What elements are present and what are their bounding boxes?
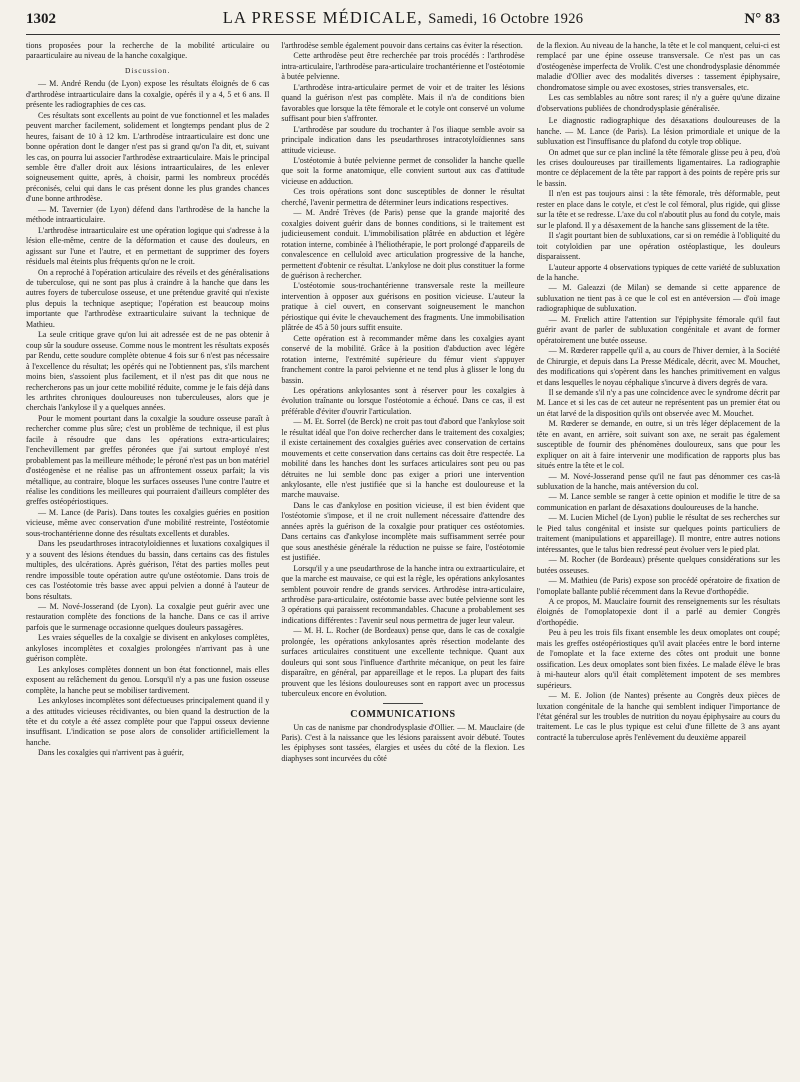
section-divider <box>383 703 423 704</box>
paragraph: — M. Et. Sorrel (de Berck) ne croit pas tout d'abord que l'ankylose soit le résultat idéal que l'on doive rechercher dans le traitement des coxalgies; il existe certainement des coxalgies guéries avec conservation de certains mouvements et cette conservation dans certains cas doit être respectée. La mobilité dans les hanches dont les surfaces articulaires sont peu ou pas détruites ne lui semble donc pas exiger a priori une intervention ankylosante, elle n'est justifiée que si la hanche est douloureuse et la marche mauvaise. <box>281 417 525 500</box>
paragraph: — M. Lance (de Paris). Dans toutes les coxalgies guéries en position vicieuse, même avec conservation d'une mobilité restreinte, l'ostéotomie sous-trochantérienne donne des résultats excellents et durables. <box>26 507 270 538</box>
paragraph: Il n'en est pas toujours ainsi : la tête fémorale, très déformable, peut rester en place dans le cotyle, et c'est le col fémoral, plus rigide, qui glisse sur la tête et se redresse. L'axe du col n'aboutit plus au fond du cotyle, mais sur le plafond. Il y a désaxement de la hanche sans glissement de la tête. <box>536 189 780 230</box>
article-columns <box>26 41 780 1079</box>
paragraph: Ces trois opérations sont donc susceptibles de donner le résultat cherché, l'avenir permettra de déterminer leurs indications respectives. <box>281 187 525 207</box>
column-middle <box>281 41 524 1079</box>
paragraph: l'arthrodèse semble également pouvoir dans certains cas éviter la résection. <box>281 41 523 50</box>
paragraph: Dans les coxalgies qui n'arrivent pas à guérir, <box>38 748 184 758</box>
paragraph: Le diagnostic radiographique des désaxations douloureuses de la hanche. — M. Lance (de Paris). La lésion primordiale et unique de la subluxation est l'insuffisance du plafond du cotyle trop oblique. <box>536 116 780 147</box>
paragraph: Dans le cas d'ankylose en position vicieuse, il est bien évident que l'ostéotomie s'impose, et il ne croit nullement nécessaire d'attendre des années après la guérison de la coxalgie pour pratiquer ces ostéotomies. Dans certains cas d'ankylose incomplète mais suffisamment serrée pour que sous anesthésie générale la réduction ne puisse se faire, l'ostéotomie est justifiée. <box>281 500 525 563</box>
paragraph: Un cas de nanisme par chondrodysplasie d'Ollier. — M. Mauclaire (de Paris). C'est à la naissance que les lésions paraissent avoir débuté. Toutes les épiphyses sont tassées, élargies et usées du côté de la flexion. Les diaphyses sont incurvées du côté <box>281 722 525 763</box>
paragraph: — M. Rœderer rappelle qu'il a, au cours de l'hiver dernier, à la Société de Chirurgie, et depuis dans La Presse Médicale, décrit, avec M. Mouchet, des modifications qui s'opèrent dans les hanches primitivement en valgus et dans lesquelles le noyau céphalique s'incurve à divers degrés de vara. <box>536 346 780 387</box>
paragraph: de la flexion. Au niveau de la hanche, la tête et le col manquent, celui-ci est remplacé par une épine osseuse transversale. Ce n'est pas un cas d'ostéogenèse imperfecta de Vrolik. C'est une chondrodysplasie dénommée maladie d'Ollier avec des modalités diverses : tassement épiphysaire, chondromatose simple ou avec exostoses, stries transversales, etc. <box>536 41 780 92</box>
paragraph: L'arthrodèse par soudure du trochanter à l'os iliaque semble avoir sa principale indication dans les pseudarthroses intracotyloïdiennes sans attitude vicieuse. <box>281 124 525 155</box>
section-heading-communications: COMMUNICATIONS <box>350 708 456 720</box>
paragraph: Les ankyloses complètes donnent un bon état fonctionnel, mais elles exposent au relâchement du genou. Lorsqu'il n'y a pas une fusion osseuse complète, la hanche peut se mobiliser tardivement. <box>26 664 270 695</box>
paragraph: — M. Lance semble se ranger à cette opinion et modifie le titre de sa communication en parlant de désaxations douloureuses de la hanche. <box>536 492 780 512</box>
journal-title <box>223 8 584 28</box>
paragraph: Les ankyloses incomplètes sont défectueuses principalement quand il y a des attitudes vicieuses récidivantes, ou bien quand la destruction de la tête et du cotyle a été assez complète pour que l'appui osseux devienne insuffisant. L'indication se pose alors de consolider artificiellement la hanche. <box>26 696 270 747</box>
journal-name: LA PRESSE MÉDICALE, <box>222 8 423 27</box>
paragraph: L'arthrodèse intra-articulaire permet de voir et de traiter les lésions quand la guérison n'est pas complète. Mais il n'a de conditions bien favorables que lorsque la tête fémorale et le cotyle ont conservé un volume suffisant pour bien s'affronter. <box>281 82 525 124</box>
paragraph: M. Rœderer se demande, en outre, si un très léger déplacement de la tête en avant, en arrière, soit suivant son axe, ne serait pas également susceptible de fournir des phénomènes douloureux, sans que pour les expliquer on ait à faire intervenir une modification de rapports plus bas situés entre la tête et le col. <box>536 419 780 471</box>
paragraph: Il se demande s'il n'y a pas une coïncidence avec le syndrome décrit par M. Lance et si les cas de cet auteur ne représentent pas un premier état ou un état larvé de la disposition qu'ils ont observée avec M. Mouchet. <box>536 387 780 418</box>
paragraph: Ces résultats sont excellents au point de vue fonctionnel et les malades peuvent marcher facilement, solidement et longtemps pendant plus de 2 heures, faisant de 10 à 12 km. L'arthrodèse intraarticulaire est donc une bonne opération dont le danger n'est pas si grand qu'on l'a dit, et, suivant les cas, on pourra lui associer l'arthrodèse extraarticulaire. Mais le principal semble être d'aller droit aux lésions intraarticulaires, de les enlever soigneusement quitte, après, à choisir, parmi les nombreux procédés préconisés, celui qui dans le cas présent donne les plus grandes chances d'une bonne arthrodèse. <box>26 110 270 204</box>
paragraph: — M. André Rendu (de Lyon) expose les résultats éloignés de 6 cas d'arthrodèse intraarticulaire dans la coxalgie, opérés il y a 4, 5 et 6 ans. Il présente les radiographies de ces cas. <box>26 79 270 110</box>
issue-number: N° 83 <box>744 11 780 27</box>
paragraph: Pour le moment pourtant dans la coxalgie la soudure osseuse paraît à rechercher comme plus sûre; c'est un problème de technique, il est plus facile à résoudre que dans les opérations extra-articulaires; l'enchevillement par greffes péronées que j'ai surtout employé n'est probablement pas la meilleure méthode; le péroné n'est pas un bon matériel d'ostéogenèse et ne réalise pas un affrontement osseux parfait; la vis métallique, au contraire, bloque les surfaces osseuses l'une contre l'autre et réalise les conditions les meilleures qui pourraient d'ailleurs compléter des greffes ostéopériostiques. <box>26 413 270 507</box>
paragraph: L'auteur apporte 4 observations typiques de cette variété de subluxation de la hanche. <box>536 262 780 282</box>
paragraph: — M. E. Jolion (de Nantes) présente au Congrès deux pièces de luxation congénitale de la hanche qui semblent indiquer l'importance de l'état général sur les troubles de nutrition du noyau épiphysaire au cours du traitement. Le cas le plus typique est celui d'une fillette de 3 ans ayant contracté la tuberculose après l'enlèvement du deuxième appareil <box>536 691 780 742</box>
paragraph: L'ostéotomie sous-trochantérienne transversale reste la meilleure intervention à opposer aux guérisons en position vicieuse. L'auteur la pratique à ciel ouvert, en conservant soigneusement le manchon périostique qui évite le chevauchement des fragments. Une immobilisation plâtrée de 45 à 50 jours suffit ensuite. <box>281 281 525 333</box>
paragraph: A ce propos, M. Mauclaire fournit des renseignements sur les résultats éloignés de l'omoplatopexie dont il a parlé au dernier Congrès d'orthopédie. <box>536 597 780 627</box>
paragraph: L'arthrodèse intraarticulaire est une opération logique qui s'adresse à la lésion elle-même, centre de la déformation et cause des douleurs, en agissant sur l'une et l'autre, et en permettant de supprimer des foyers résiduels mal éteints plus fréquents qu'on ne le croit. <box>26 225 270 267</box>
section-heading-discussion: Discussion. <box>125 65 171 75</box>
page-number: 1302 <box>26 11 56 27</box>
paragraph: Dans les pseudarthroses intracotyloïdiennes et luxations coxalgiques il y a souvent des lésions étendues du bassin, dans certains cas des fistules multiples, des ulcérations. Après guérison, l'état des parties molles peut rendre impossible toute opération autre qu'une ostéotomie. Dans trois de ces cas l'ostéotomie très basse avec appui pelvien a donné à l'auteur de bons résultats. <box>26 539 270 601</box>
paragraph: — M. Nové-Josserand (de Lyon). La coxalgie peut guérir avec une restauration complète des fonctions de la hanche. Dans ce cas il arrive parfois que le surmenage occasionne quelques douleurs passagères. <box>26 602 270 632</box>
page-header <box>26 8 780 35</box>
paragraph: Cette arthrodèse peut être recherchée par trois procédés : l'arthrodèse intra-articulaire, l'arthrodèse para-articulaire trochantérienne et l'ostéotomie à butée pelvienne. <box>281 51 525 82</box>
issue-date: Samedi, 16 Octobre 1926 <box>428 11 584 27</box>
paragraph: L'ostéotomie à butée pelvienne permet de consolider la hanche quelle que soit la forme anatomique, elle convient surtout aux cas d'attitude vicieuse en adduction. <box>281 155 525 186</box>
paragraph: Les cas semblables au nôtre sont rares; il n'y a guère qu'une dizaine d'observations publiées de chondrodysplasie généralisée. <box>536 93 780 113</box>
paragraph: Les opérations ankylosantes sont à réserver pour les coxalgies à évolution traînante ou lorsque l'ostéotomie a échoué. Dans ce cas, il est préférable d'éviter d'ouvrir l'articulation. <box>281 385 525 416</box>
paragraph: — M. André Trèves (de Paris) pense que la grande majorité des coxalgies doivent guérir dans de bonnes conditions, si le traitement est judicieusement conduit. L'immobilisation plâtrée en abduction et légère rotation interne, combinée à l'héliothérapie, le port prolongé d'appareils de convalescence en celluloïd avec articulation progressive de la hanche, permettent d'obtenir ce résultat. L'ankylose ne doit plus constituer la forme de guérison à rechercher. <box>281 208 525 280</box>
paragraph: — M. H. L. Rocher (de Bordeaux) pense que, dans le cas de coxalgie prolongée, les opérations ankylosantes après résection modelante des surfaces articulaires constituent une excellente technique. Quant aux douleurs qui sont sous l'influence d'arthrite mécanique, on peut les faire disparaître, en général, par appareillage et le repos. La plupart des faits prouvent que les lésions douloureuses sont en rapport avec un processus tuberculeux encore en évolution. <box>281 626 525 699</box>
paragraph: — M. Tavernier (de Lyon) défend dans l'arthrodèse de la hanche la méthode intraarticulaire. <box>26 204 270 225</box>
paragraph: La seule critique grave qu'on lui ait adressée est de ne pas obtenir à coup sûr la soudure osseuse. Comme nous le montrent les résultats exposés par Rendu, cette soudure complète obtenue 4 fois sur 6 n'est pas nécessaire à l'excellence du résultat; les opérés qui ne l'obtiennent pas, s'ils marchent moins bien, s'assoient plus facilement, et il n'est pas dit que nous ne rechercherons pas un jour cette mobilité réduite, comme je le fais déjà dans les arthrites chroniques douloureuses non tuberculeuses, alors que je cherchais l'ankylose il y a quelques années. <box>26 330 270 413</box>
paragraph: Les vraies séquelles de la coxalgie se divisent en ankyloses complètes, ankyloses incomplètes et coxalgies prolongées n'arrivant pas à une guérison complète. <box>26 633 270 664</box>
paragraph: — M. Frœlich attire l'attention sur l'épiphysite fémorale qu'il faut guérir avant de parler de subluxation congénitale et avant de former opératoirement une butée osseuse. <box>536 314 780 345</box>
paragraph: Cette opération est à recommander même dans les coxalgies ayant conservé de la mobilité. Grâce à la position d'abduction avec légère rotation interne, l'extrémité supérieure du fémur vient s'appuyer franchement contre la paroi pelvienne et ne tend plus à glisser le long du bassin. <box>281 333 525 385</box>
paragraph: — M. Lucien Michel (de Lyon) publie le résultat de ses recherches sur le Pied talus congénital et insiste sur quelques points particuliers de traitement (manipulations et appareillage). Il montre, entre autres notions intéressantes, que le talus bien redressé peut évoluer vers le pied plat. <box>536 513 780 554</box>
paragraph: Lorsqu'il y a une pseudarthrose de la hanche intra ou extraarticulaire, et que la marche est mauvaise, ce qui est la règle, les opérations ankylosantes semblent pouvoir rendre de grands services. Arthrodèse intra-articulaire, arthrodèse para-articulaire, ostéotomie basse avec butée pelvienne sont les 3 opérations qui paraissent recommandables. Chacune a probablement ses indications différentes : l'avenir seul nous permettra de juger leur valeur. <box>281 563 525 625</box>
paragraph: Peu à peu les trois fils fixant ensemble les deux omoplates ont coupé; mais les greffes ostéopériostiques qu'il avait placées entre le bord interne de l'omoplate et la face externe des côtes ont produit une bonne ossification. Les deux omoplates sont bien fixées. Le malade élève le bras à mi-hauteur alors qu'il était complètement impotent de ses membres supérieurs. <box>536 628 780 690</box>
paragraph: — M. Galeazzi (de Milan) se demande si cette apparence de subluxation ne tient pas à ce que le col est en antéversion — d'où image radiographique de subluxation. <box>536 283 780 314</box>
paragraph: On admet que sur ce plan incliné la tête fémorale glisse peu à peu, d'où les crises douloureuses par tiraillements ligamentaires. La radiographie montre ce déplacement de la tête par rapport à des points de repère pris sur le bassin. <box>536 147 780 188</box>
column-right <box>537 41 780 1079</box>
paragraph: tions proposées pour la recherche de la mobilité articulaire ou paraarticulaire au niveau de la hanche coxalgique. <box>26 41 270 61</box>
paragraph: — M. Mathieu (de Paris) expose son procédé opératoire de fixation de l'omoplate ballante publié récemment dans la Revue d'orthopédie. <box>536 576 780 596</box>
paragraph: — M. Rocher (de Bordeaux) présente quelques considérations sur les butées osseuses. <box>536 555 780 575</box>
paragraph: Il s'agit pourtant bien de subluxations, car si on remédie à l'obliquité du toit cotyloïdien par une opération ostéoplastique, les douleurs disparaissent. <box>536 231 780 262</box>
paragraph: — M. Nové-Josserand pense qu'il ne faut pas dénommer ces cas-là subluxation de la hanche, mais antéversion du col. <box>536 471 780 492</box>
column-left <box>26 41 269 1079</box>
paragraph: On a reproché à l'opération articulaire des réveils et des généralisations de tuberculose, qui ne sont pas plus à craindre à la hanche que dans les autres foyers de tuberculose osseuse, et une prétendue gravité qui n'existe plus depuis la technique aseptique; l'opération est beaucoup moins importante que l'arthrodèse extraarticulaire suivant la technique de Mathieu. <box>26 267 270 329</box>
